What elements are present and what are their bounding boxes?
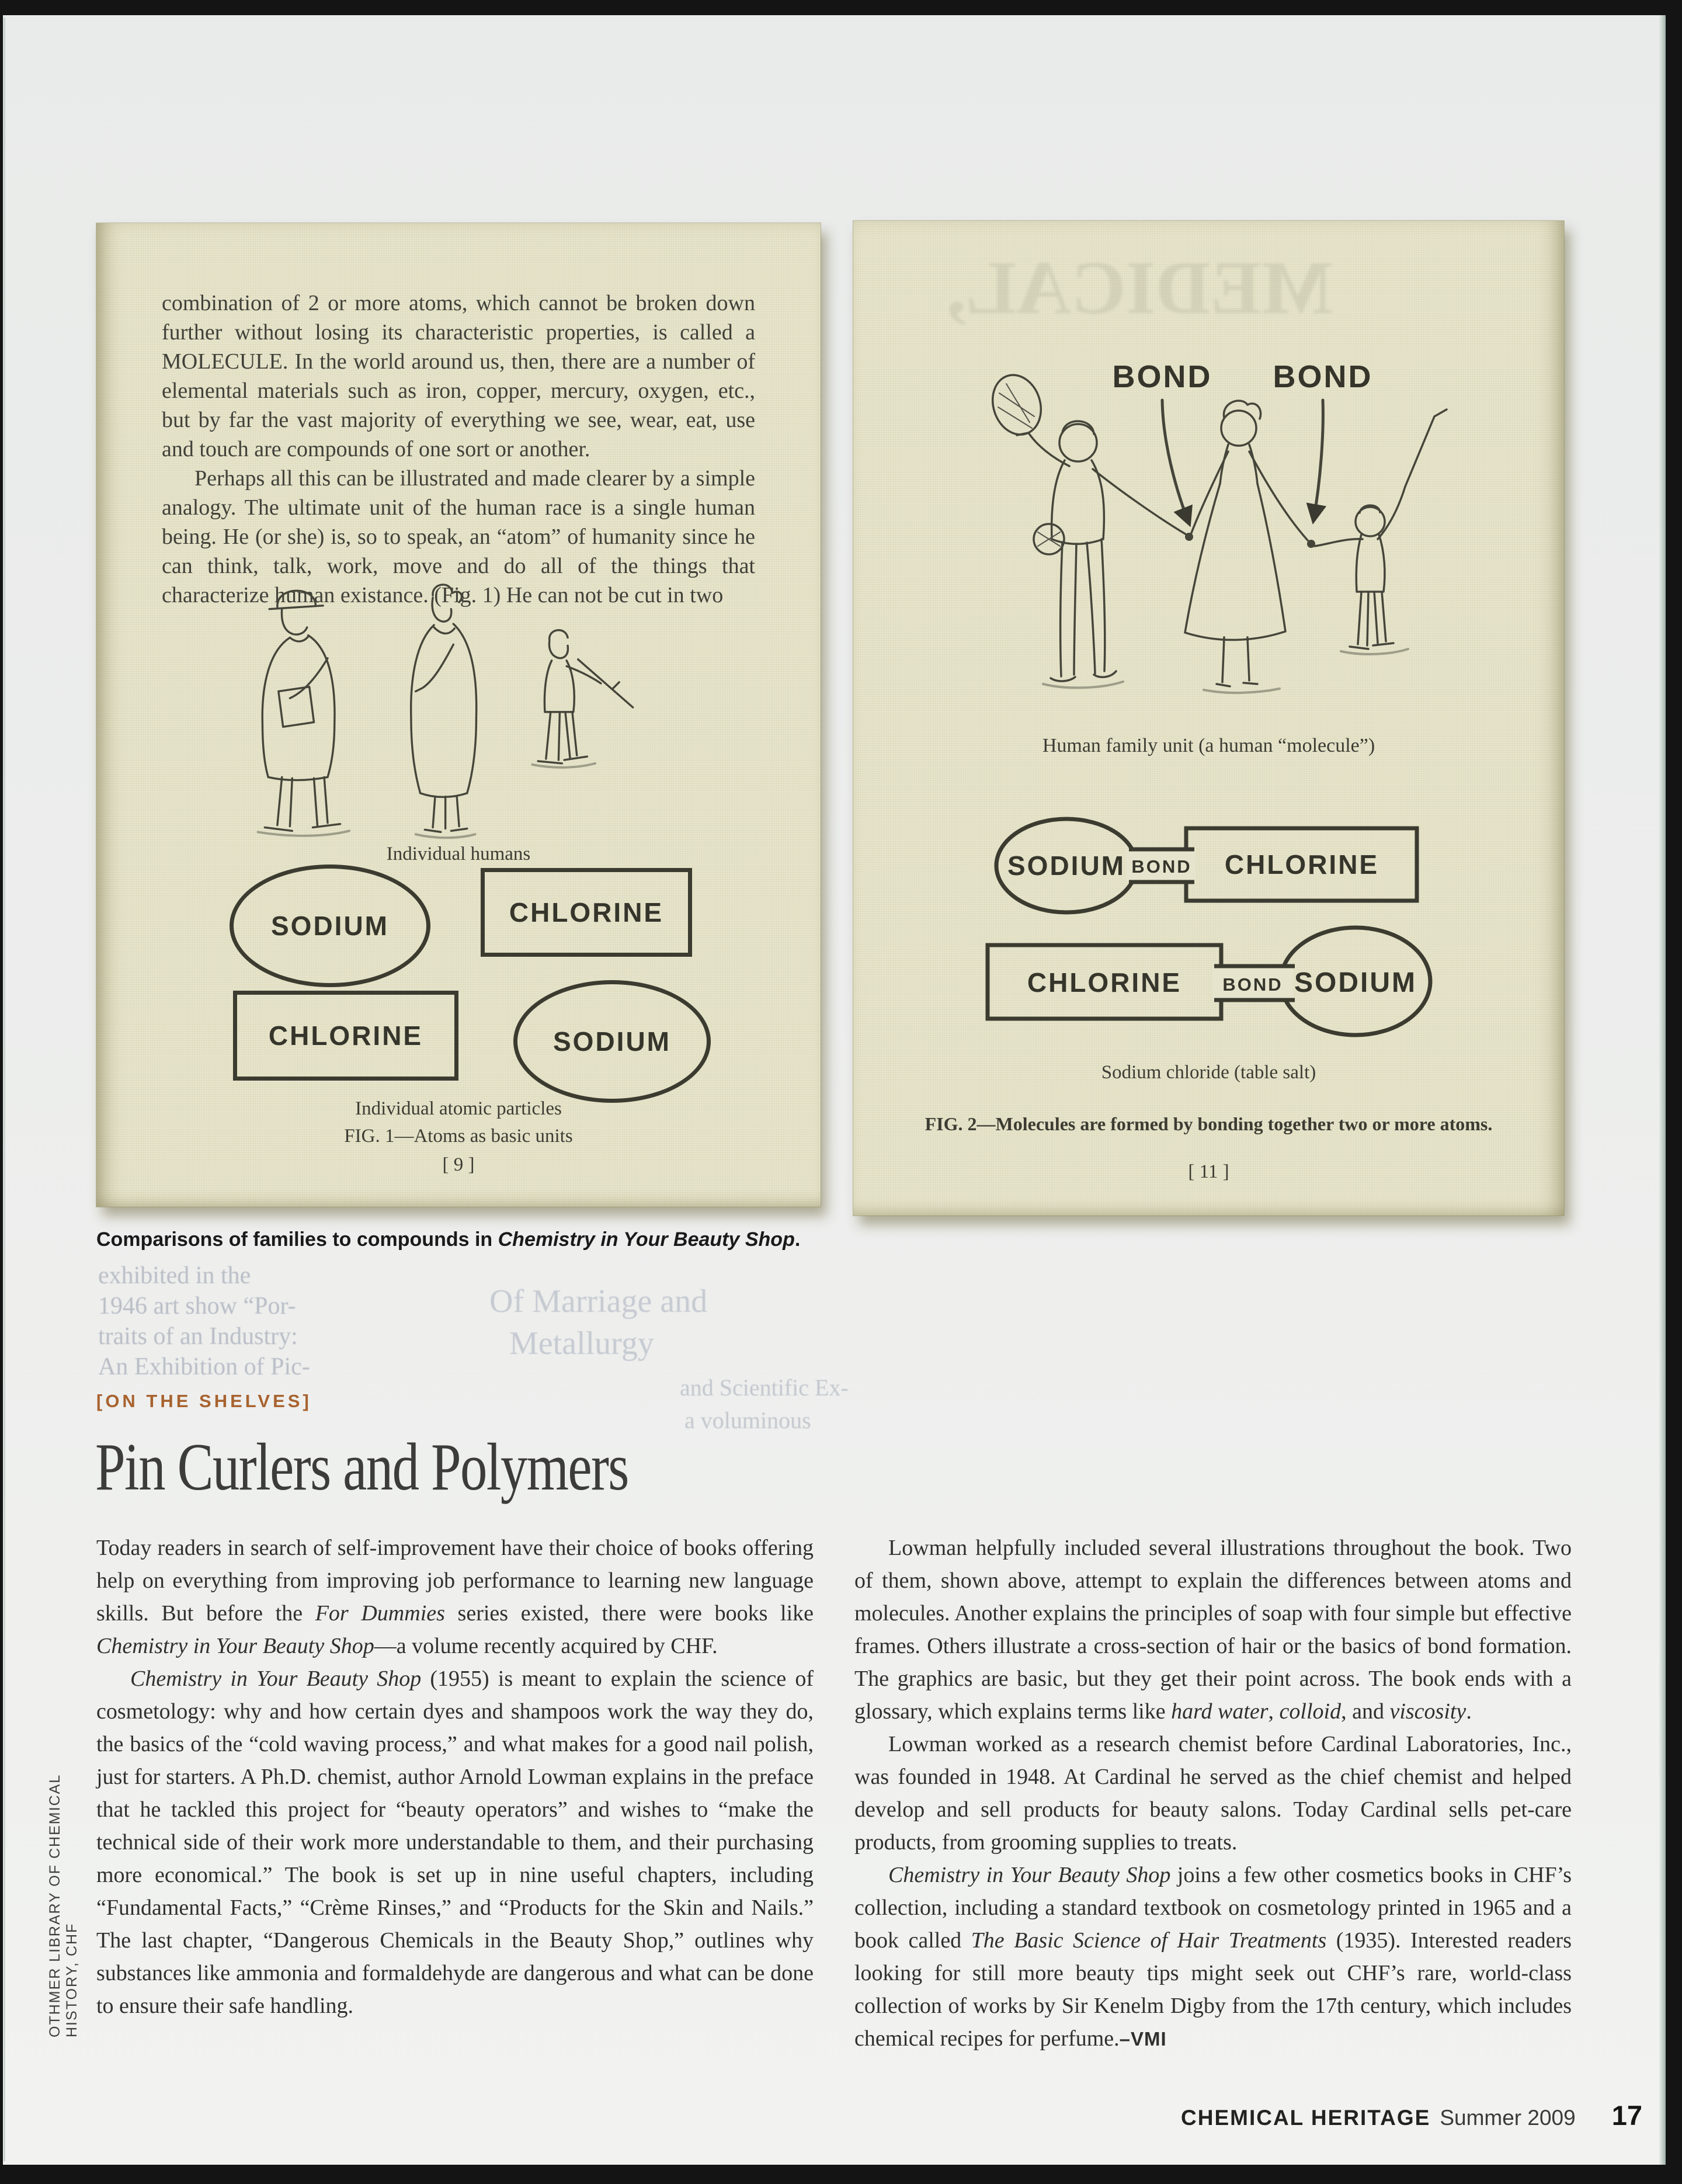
molecule-shape-2 — [976, 922, 1440, 1047]
scan-border-right — [1666, 0, 1682, 2184]
book-scan-left-page — [96, 223, 821, 1207]
bond-label: BOND — [1273, 359, 1373, 394]
book-page-number: [ 11 ] — [1188, 1161, 1229, 1182]
ghost-text: a voluminous — [684, 1407, 811, 1433]
text-segment: hard water — [1171, 1699, 1269, 1724]
chlorine-label: CHLORINE — [1224, 849, 1379, 880]
boy-figure — [538, 630, 633, 763]
individual-humans-illustration — [172, 574, 698, 842]
sodium-oval — [230, 864, 430, 987]
article-paragraph — [854, 1728, 1572, 1859]
ghost-text: exhibited in the — [98, 1262, 251, 1289]
chlorine-label: CHLORINE — [509, 897, 664, 928]
text-segment: Lowman helpfully included several illustrations throughout the book. Two of them, shown above, attempt to explain the differences between atoms and molecules. Another explains the principles of soap with four simple but effective frames. Others illustrate a cross-section of hair or the basics of bond formation. The graphics are basic, but they get their point across. The book ends with a glossary, which explains terms like — [854, 1536, 1572, 1724]
sodium-label: SODIUM — [1294, 967, 1417, 998]
text-segment: For Dummies — [315, 1601, 445, 1626]
sodium-oval — [513, 980, 711, 1103]
chlorine-rect — [233, 991, 458, 1081]
book-paragraph: Perhaps all this can be illustrated and made clearer by a simple analogy. The ultimate unit of the human race is a single human being. He (or she) is, so to speak, an “atom” of humanity since he can think, talk, work, move and do all of the things that characterize human existance. (Fig. 1) He can not be cut in two — [162, 466, 755, 607]
text-segment: colloid — [1279, 1699, 1342, 1724]
magazine-name: CHEMICAL HERITAGE — [1181, 2106, 1431, 2130]
chlorine-label: CHLORINE — [1027, 967, 1182, 998]
man-figure — [262, 591, 340, 831]
scan-border-bottom — [0, 2165, 1682, 2184]
article-paragraph — [96, 1532, 814, 1662]
text-segment: . — [1466, 1699, 1472, 1724]
child-figure — [1315, 409, 1447, 649]
article-column-left — [96, 1532, 814, 2022]
ghost-text: and Scientific Ex- — [680, 1374, 849, 1401]
page-edge-right — [1659, 15, 1666, 2165]
bond-label: BOND — [1112, 359, 1212, 394]
page-edge-left — [4, 18, 5, 2161]
book-scan-right-page — [853, 221, 1564, 1216]
ground-shadows — [258, 763, 595, 838]
ghost-text: traits of an Industry: — [98, 1323, 298, 1350]
human-molecule-illustration — [929, 346, 1484, 732]
chlorine-bond-sodium-shape — [976, 922, 1440, 1047]
text-segment: Comparisons of families to compounds in — [96, 1228, 498, 1251]
human-molecule-sketch — [929, 346, 1484, 732]
bond-arrows — [1162, 400, 1323, 523]
molecule-shape-1 — [993, 812, 1429, 920]
text-segment: —a volume recently acquired by CHF. — [374, 1634, 718, 1658]
ghost-text: An Exhibition of Pic- — [98, 1353, 310, 1380]
sodium-label: SODIUM — [553, 1026, 671, 1057]
text-segment: –VMI — [1119, 2028, 1167, 2050]
fig1-caption: FIG. 1—Atoms as basic units — [344, 1126, 573, 1147]
issue-date: Summer 2009 — [1440, 2106, 1576, 2130]
photo-credit: OTHMER LIBRARY OF CHEMICAL HISTORY, CHF — [47, 1774, 80, 2037]
sodium-bond-chlorine-shape — [993, 812, 1429, 920]
ghost-text: Metallurgy — [509, 1325, 654, 1362]
article-title: Pin Curlers and Polymers — [95, 1430, 628, 1505]
scan-caption — [96, 1228, 1031, 1251]
article-paragraph — [854, 1532, 1572, 1728]
text-segment: The Basic Science of Hair Treatments — [971, 1928, 1327, 1953]
article-paragraph — [854, 1859, 1572, 2055]
text-segment: Chemistry in Your Beauty Shop — [96, 1634, 374, 1658]
bond-label: BOND — [1222, 974, 1283, 995]
caption-sodium-chloride: Sodium chloride (table salt) — [1101, 1062, 1316, 1083]
text-segment: (1955) is meant to explain the science of cosmetology: why and how certain dyes and shampoos work the way they do, the basics of the “cold waving process,” and what makes for a good nail polish, just for starters. A Ph.D. chemist, author Arnold Lowman explains in the preface that he tackled this project for “beauty operators” and wishes to “make the technical side of their work more understandable to them, and their purchasing more economical.” The book is set up in nine useful chapters, including “Fundamental Facts,” “Crème Rinses,” and “Products for the Skin and Nails.” The last chapter, “Dangerous Chemicals in the Beauty Shop,” outlines why substances like ammonia and formaldehyde are dangerous and what can be done to ensure their safe handling. — [96, 1666, 814, 2018]
scan-border-left — [0, 0, 3, 2184]
sodium-label: SODIUM — [271, 911, 389, 941]
father-figure — [985, 369, 1186, 681]
ghost-text: 1946 art show “Por- — [98, 1293, 296, 1320]
book-page-number: [ 9 ] — [442, 1154, 475, 1175]
text-segment: Today readers in search of self-improvement have their choice of books offering help on everything from improving job performance to learning new language skills. But before the — [96, 1536, 814, 1626]
caption-human-family: Human family unit (a human “molecule”) — [1042, 735, 1375, 756]
text-segment: viscosity — [1389, 1699, 1466, 1724]
book-body-text — [162, 289, 755, 610]
article-paragraph — [96, 1662, 814, 2022]
text-segment: joins a few other cosmetics books in CHF’s collection, including a standard textbook on cosmetology printed in 1965 and a book called — [854, 1863, 1572, 1953]
page-footer — [1181, 2099, 1642, 2131]
caption-individual-humans: Individual humans — [386, 843, 531, 864]
text-segment: , — [1268, 1699, 1280, 1724]
text-segment: (1935). Interested readers looking for still more beauty tips might seek out CHF’s rare, world-class collection of works by Sir Kenelm Digby from the 17th century, which includes chemical recipes for perfume. — [854, 1928, 1572, 2051]
scan-border-top — [0, 0, 1682, 15]
text-segment: series existed, there were books like — [444, 1601, 814, 1626]
individual-humans-sketch — [172, 574, 698, 842]
text-segment: , and — [1341, 1699, 1390, 1724]
text-segment: . — [794, 1228, 801, 1251]
bond-labels — [1113, 359, 1373, 394]
chlorine-label: CHLORINE — [268, 1020, 423, 1051]
chlorine-rect — [481, 868, 692, 957]
text-segment: Chemistry in Your Beauty Shop — [498, 1228, 795, 1251]
article-column-right — [854, 1532, 1572, 2055]
text-segment: Chemistry in Your Beauty Shop — [888, 1863, 1171, 1887]
book-paragraph: combination of 2 or more atoms, which cannot be broken down further without losing its characteristic properties, is called a MOLECULE. In the world around us, then, there are a number of elemental materials such as iron, copper, mercury, oxygen, etc., but by far the vast majority of everything we see, wear, eat, use and touch are compounds of one sort or another. — [162, 291, 755, 461]
woman-figure — [411, 585, 477, 832]
folio-page-number: 17 — [1611, 2100, 1642, 2131]
mother-figure — [1185, 401, 1308, 686]
text-segment: Lowman worked as a research chemist before Cardinal Laboratories, Inc., was founded in 1948. At Cardinal he served as the chief chemist and helped develop and sell products for beauty salons. Today Cardinal sells pet-care products, from grooming supplies to treats. — [854, 1732, 1572, 1855]
bond-label: BOND — [1131, 856, 1192, 877]
sodium-label: SODIUM — [1007, 850, 1125, 881]
ghost-text: MEDICAL, — [947, 246, 1333, 330]
ghost-text: Of Marriage and — [489, 1283, 708, 1320]
caption-atomic-particles: Individual atomic particles — [355, 1098, 562, 1119]
text-segment: Chemistry in Your Beauty Shop — [130, 1666, 422, 1691]
fig2-caption: FIG. 2—Molecules are formed by bonding together two or more atoms. — [925, 1113, 1493, 1134]
section-kicker: [ON THE SHELVES] — [96, 1391, 312, 1411]
